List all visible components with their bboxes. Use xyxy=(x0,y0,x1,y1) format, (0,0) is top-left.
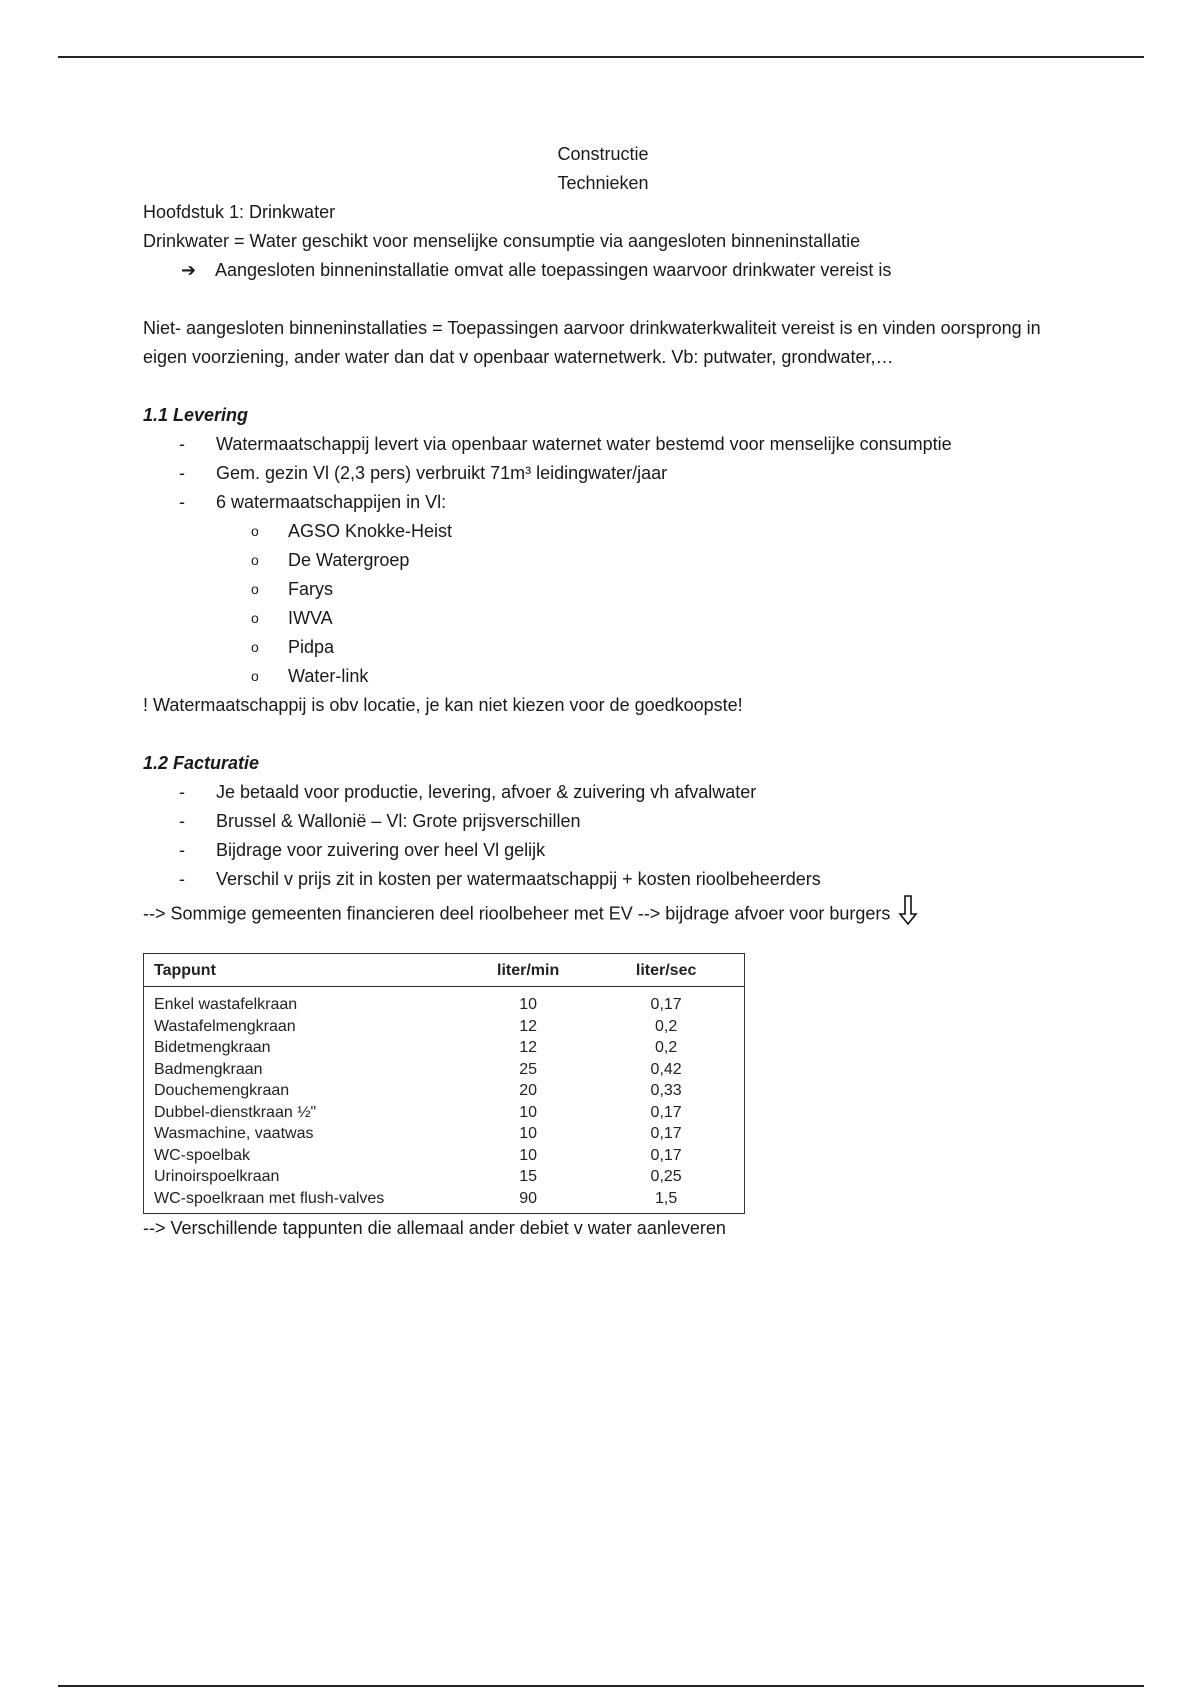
document-body xyxy=(143,140,1063,1243)
section-heading-levering: 1.1 Levering xyxy=(143,405,249,425)
table-row: WC-spoelkraan met flush-valves 90 1,5 xyxy=(154,1189,678,1207)
dash-bullet: - xyxy=(179,463,185,483)
section-heading-facturatie: 1.2 Facturatie xyxy=(143,753,260,773)
col-header-liter-min: liter/min xyxy=(468,954,588,987)
levering-list xyxy=(143,430,1063,517)
circle-bullet: o xyxy=(251,639,259,655)
list-item: o Pidpa xyxy=(143,633,1063,662)
right-arrow-icon: ➔ xyxy=(181,260,197,280)
table-row: Dubbel-dienstkraan ½" 10 0,17 xyxy=(154,1103,682,1121)
bottom-rule xyxy=(58,1685,1144,1687)
table-row: Wasmachine, vaatwas 10 0,17 xyxy=(154,1125,682,1142)
chapter-heading: Hoofdstuk 1: Drinkwater xyxy=(143,202,336,222)
doc-title-line2: Technieken xyxy=(557,173,649,193)
list-item: - 6 watermaatschappijen in Vl: xyxy=(143,488,1063,517)
col-header-liter-sec: liter/sec xyxy=(588,954,744,987)
list-item: - Gem. gezin Vl (2,3 pers) verbruikt 71m³ leidingwater/jaar xyxy=(143,459,1063,488)
list-item: - Verschil v prijs zit in kosten per watermaatschappij + kosten rioolbeheerders xyxy=(143,865,1063,894)
dash-bullet: - xyxy=(179,434,185,454)
dash-bullet: - xyxy=(179,811,185,831)
table-note: --> Verschillende tappunten die allemaal ander debiet v water aanleveren xyxy=(143,1218,726,1238)
table-row: WC-spoelbak 10 0,17 xyxy=(154,1146,682,1164)
list-item: - Bijdrage voor zuivering over heel Vl gelijk xyxy=(143,836,1063,865)
table-row: Douchemengkraan 20 0,33 xyxy=(154,1082,682,1099)
table-row: Urinoirspoelkraan 15 0,25 xyxy=(154,1168,682,1185)
list-item: o AGSO Knokke-Heist xyxy=(143,517,1063,546)
table-row: Bidetmengkraan 12 0,2 xyxy=(154,1039,678,1056)
arrow-note xyxy=(143,256,1063,285)
facturatie-list xyxy=(143,778,1063,894)
list-item: o De Watergroep xyxy=(143,546,1063,575)
table-row: Wastafelmengkraan 12 0,2 xyxy=(154,1017,678,1035)
list-item: o Farys xyxy=(143,575,1063,604)
table-row: Enkel wastafelkraan 10 0,17 xyxy=(154,996,682,1013)
circle-bullet: o xyxy=(251,668,259,684)
circle-bullet: o xyxy=(251,581,259,597)
table-header-row xyxy=(144,954,745,987)
list-item: - Brussel & Wallonië – Vl: Grote prijsverschillen xyxy=(143,807,1063,836)
list-item: - Je betaald voor productie, levering, afvoer & zuivering vh afvalwater xyxy=(143,778,1063,807)
doc-title-line1: Constructie xyxy=(557,144,649,164)
dash-bullet: - xyxy=(179,492,185,512)
circle-bullet: o xyxy=(251,552,259,568)
facturatie-note xyxy=(143,894,1063,935)
facturatie-note-text: --> Sommige gemeenten financieren deel rioolbeheer met EV --> bijdrage afvoer voor burgers xyxy=(143,903,891,924)
arrow-note-text: Aangesloten binneninstallatie omvat alle toepassingen waarvoor drinkwater vereist is xyxy=(215,260,892,280)
list-item: o IWVA xyxy=(143,604,1063,633)
dash-bullet: - xyxy=(179,782,185,802)
company-list xyxy=(143,517,1063,691)
circle-bullet: o xyxy=(251,523,259,539)
list-item: o Water-link xyxy=(143,662,1063,691)
dash-bullet: - xyxy=(179,869,185,889)
dash-bullet: - xyxy=(179,840,185,860)
drinkwater-definition: Drinkwater = Water geschikt voor menselijke consumptie via aangesloten binneninstallatie xyxy=(143,231,861,251)
tappunt-table xyxy=(143,953,745,1214)
niet-aangesloten-paragraph: Niet- aangesloten binneninstallaties = Toepassingen aarvoor drinkwaterkwaliteit vereist is en vinden oorsprong in eigen voorziening, ander water dan dat v openbaar waternetwerk. Vb: putwater, grondwater,… xyxy=(143,318,1041,367)
circle-bullet: o xyxy=(251,610,259,626)
col-header-tappunt: Tappunt xyxy=(144,954,469,987)
levering-note: ! Watermaatschappij is obv locatie, je kan niet kiezen voor de goedkoopste! xyxy=(143,695,743,715)
list-item: - Watermaatschappij levert via openbaar waternet water bestemd voor menselijke consumptie xyxy=(143,430,1063,459)
table-row: Badmengkraan 25 0,42 xyxy=(154,1060,682,1078)
down-arrow-icon xyxy=(898,894,918,935)
top-rule xyxy=(58,56,1144,58)
